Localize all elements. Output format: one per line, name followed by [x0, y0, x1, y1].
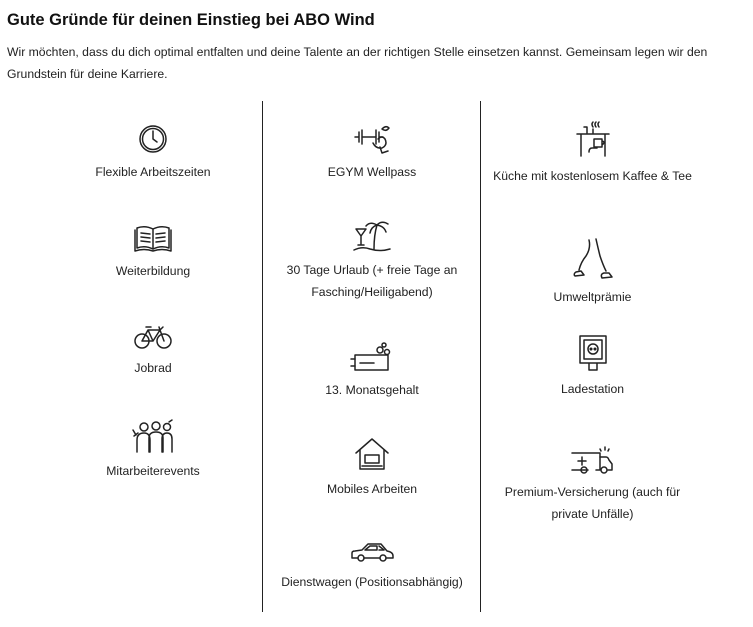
coffee-icon	[573, 121, 613, 159]
walking-icon	[570, 238, 616, 280]
benefit-label: Dienstwagen (Positionsabhängig)	[281, 575, 463, 589]
money-icon	[350, 341, 394, 373]
benefit-label: EGYM Wellpass	[327, 165, 417, 179]
benefit-label: Premium-Versicherung (auch für private Unfälle)	[504, 485, 681, 521]
benefit-label: Weiterbildung	[115, 264, 191, 278]
column-divider	[480, 101, 481, 612]
benefit-kitchen	[490, 121, 695, 187]
column-divider	[262, 101, 263, 612]
benefit-label: Mobiles Arbeiten	[326, 482, 418, 496]
benefit-charging-station	[490, 334, 695, 400]
benefit-label: Küche mit kostenlosem Kaffee & Tee	[493, 169, 692, 183]
beach-icon	[352, 219, 392, 253]
benefit-label: 30 Tage Urlaub (+ freie Tage an Fasching/Heiligabend)	[286, 263, 458, 299]
benefit-environment-bonus	[490, 238, 695, 308]
benefit-vacation	[272, 219, 472, 303]
page-title: Gute Gründe für deinen Einstieg bei ABO Wind	[7, 11, 375, 29]
people-icon	[131, 418, 175, 454]
benefit-remote-work	[272, 436, 472, 500]
book-icon	[133, 222, 173, 254]
benefit-label: Jobrad	[134, 361, 172, 375]
benefit-flexible-hours	[77, 123, 229, 183]
charging-station-icon	[576, 334, 610, 372]
benefit-events	[77, 418, 229, 482]
intro-text: Wir möchten, dass du dich optimal entfalten und deine Talente an der richtigen Stelle einsetzen kannst. Gemeinsam legen wir den Grundstein für deine Karriere.	[7, 45, 708, 81]
benefit-label: Mitarbeiterevents	[106, 464, 200, 478]
clock-icon	[137, 123, 169, 155]
benefit-company-car	[272, 541, 472, 593]
benefit-label: 13. Monatsgehalt	[325, 383, 419, 397]
benefit-insurance	[490, 445, 695, 525]
benefit-13th-salary	[272, 341, 472, 401]
benefit-label: Flexible Arbeitszeiten	[95, 165, 211, 179]
benefit-training	[77, 222, 229, 282]
home-office-icon	[353, 436, 391, 472]
benefit-label: Umweltprämie	[553, 290, 632, 304]
ambulance-icon	[570, 445, 616, 475]
benefit-wellpass	[272, 123, 472, 183]
bicycle-icon	[133, 323, 173, 351]
benefit-label: Ladestation	[560, 382, 625, 396]
fitness-icon	[352, 123, 392, 155]
car-icon	[349, 541, 395, 565]
benefit-jobbike	[77, 323, 229, 379]
